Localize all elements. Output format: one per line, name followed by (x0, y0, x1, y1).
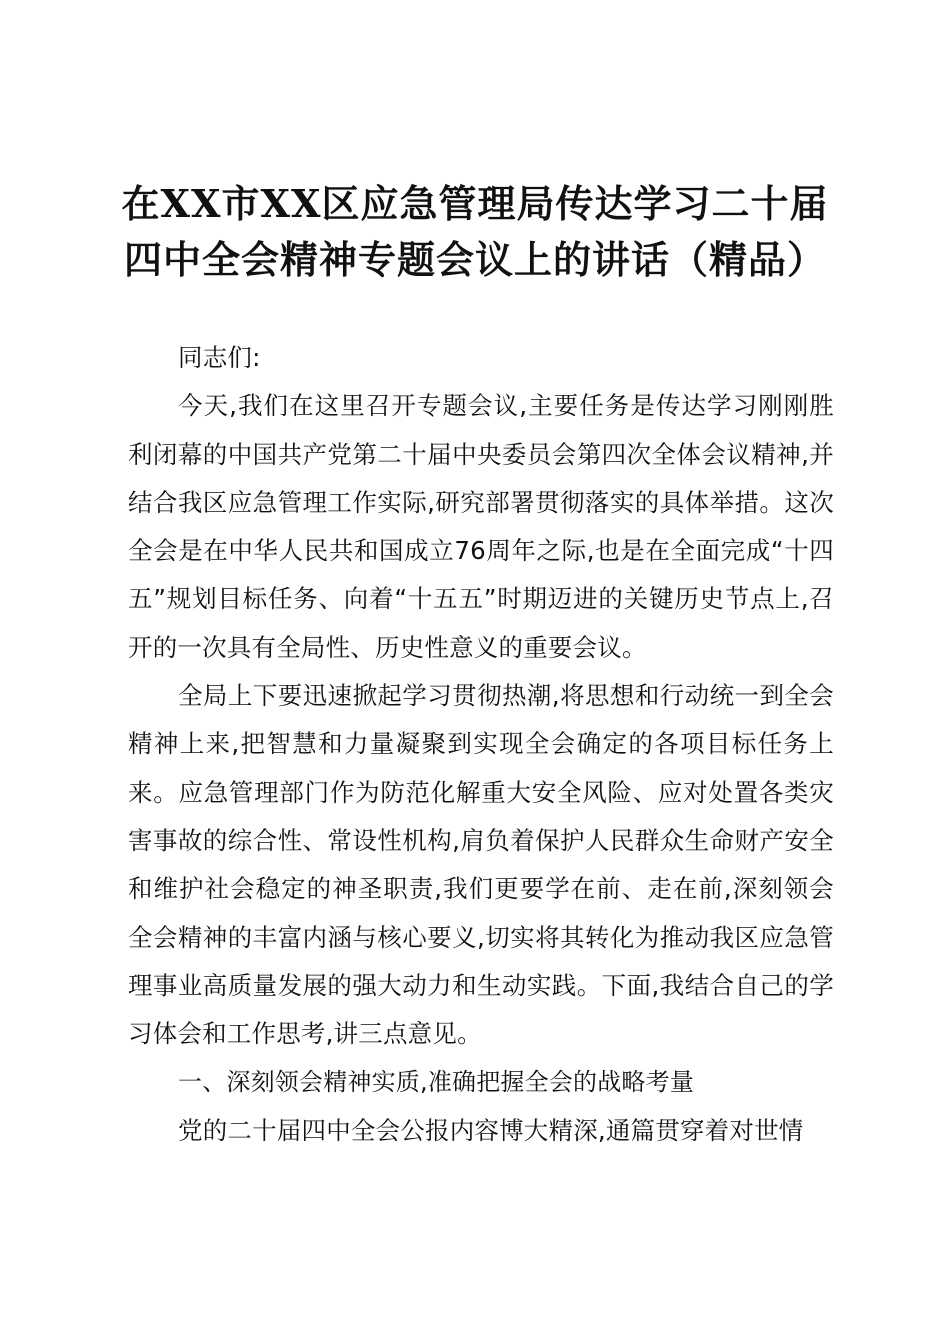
paragraph-mobilization: 全局上下要迅速掀起学习贯彻热潮,将思想和行动统一到全会精神上来,把智慧和力量凝聚到实现全会确定的各项目标任务上来。应急管理部门作为防范化解重大安全风险、应对处置各类灾害事故的综合性、常设性机构,肩负着保护人民群众生命财产安全和维护社会稳定的神圣职责,我们更要学在前、走在前,深刻领会全会精神的丰富内涵与核心要义,切实将其转化为推动我区应急管理事业高质量发展的强大动力和生动实践。下面,我结合自己的学习体会和工作思考,讲三点意见。 (128, 681, 834, 1049)
document-title: 在XX市XX区应急管理局传达学习二十届四中全会精神专题会议上的讲话（精品） (121, 181, 829, 282)
paragraph-continuation: 党的二十届四中全会公报内容博大精深,通篇贯穿着对世情 (178, 1115, 804, 1145)
document-body (128, 334, 834, 1155)
salutation: 同志们: (178, 343, 261, 372)
paragraph-opening: 今天,我们在这里召开专题会议,主要任务是传达学习刚刚胜利闭幕的中国共产党第二十届中央委员会第四次全体会议精神,并结合我区应急管理工作实际,研究部署贯彻落实的具体举措。这次全会是在中华人民共和国成立76周年之际,也是在全面完成“十四五”规划目标任务、向着“十五五”时期迈进的关键历史节点上,召开的一次具有全局性、历史性意义的重要会议。 (128, 391, 834, 662)
section-heading: 一、深刻领会精神实质,准确把握全会的战略考量 (178, 1068, 695, 1097)
